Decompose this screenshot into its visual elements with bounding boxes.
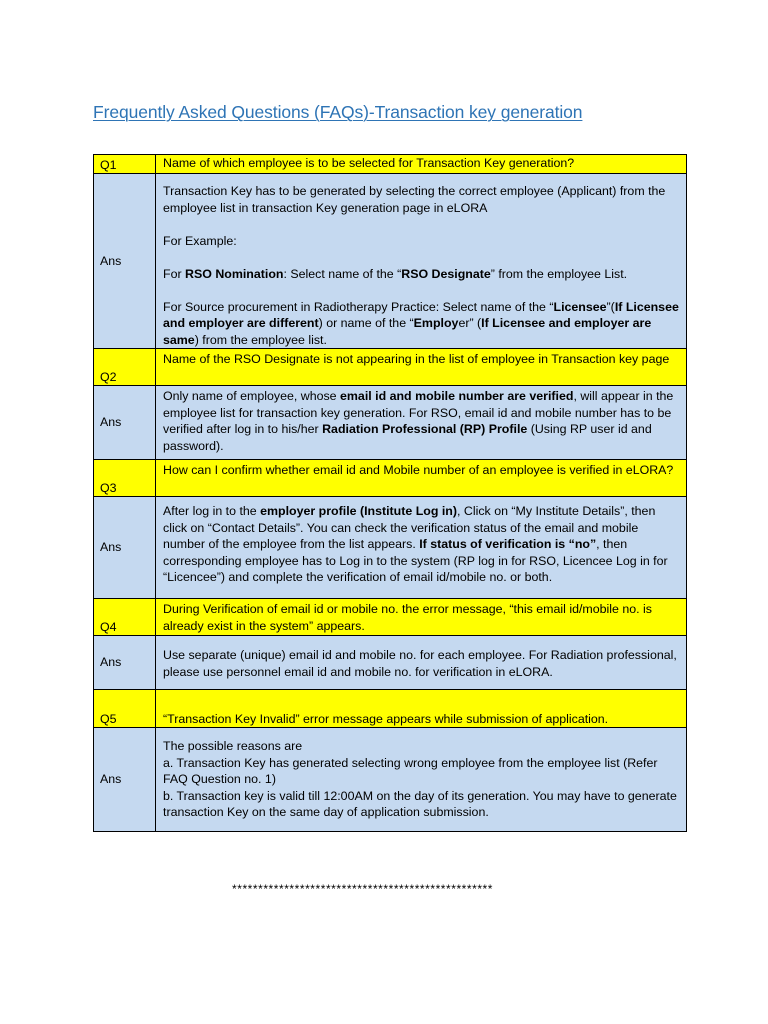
faq-question-row [94,690,687,728]
faq-table [93,154,687,832]
answer-text: Only name of employee, whose email id and mobile number are verified, will appear in the employee list for transaction key generation. For RSO, email id and mobile number has to be verified after log in to his/her Radiation Professional (RP) Profile (Using RP user id and password). [156,386,687,460]
answer-text: Use separate (unique) email id and mobile no. for each employee. For Radiation professional, please use personnel email id and mobile no. for verification in eLORA. [156,636,687,690]
faq-answer-row [94,728,687,832]
answer-paragraph: For Source procurement in Radiotherapy Practice: Select name of the “Licensee”(If Licensee and employer are different) or name of the “Employer” (If Licensee and employer are same) from the employee list. [163,299,679,347]
question-text: Name of the RSO Designate is not appearing in the list of employee in Transaction key page [156,349,687,386]
question-label: Q2 [94,349,156,386]
question-text: During Verification of email id or mobile no. the error message, “this email id/mobile no. is already exist in the system” appears. [156,599,687,636]
answer-paragraph: a. Transaction Key has generated selecting wrong employee from the employee list (Refer FAQ Question no. 1) [163,755,658,786]
answer-text [156,174,687,349]
question-label: Q1 [94,155,156,174]
answer-label: Ans [94,497,156,599]
answer-paragraph: For Example: [163,233,237,248]
faq-question-row [94,460,687,497]
faq-answer-row [94,497,687,599]
answer-label: Ans [94,636,156,690]
answer-text [156,728,687,832]
answer-label: Ans [94,174,156,349]
footer-separator: ************************************************** [232,882,493,896]
faq-answer-row [94,636,687,690]
answer-label: Ans [94,728,156,832]
faq-question-row [94,349,687,386]
faq-question-row [94,599,687,636]
faq-answer-row [94,386,687,460]
answer-paragraph: b. Transaction key is valid till 12:00AM on the day of its generation. You may have to generate transaction Key on the same day of application submission. [163,788,677,819]
faq-question-row [94,155,687,174]
question-text: “Transaction Key Invalid” error message appears while submission of application. [156,690,687,728]
page-title: Frequently Asked Questions (FAQs)-Transaction key generation [93,102,583,122]
answer-paragraph: Transaction Key has to be generated by selecting the correct employee (Applicant) from the employee list in transaction Key generation page in eLORA [163,184,666,215]
answer-text: After log in to the employer profile (Institute Log in), Click on “My Institute Details”, then click on “Contact Details”. You can check the verification status of the email and mobile number of the employee from the list appears. If status of verification is “no”, then corresponding employee has to Log in to the system (RP log in for RSO, Licencee Log in for “Licencee”) and complete the verification of email id/mobile no. or both. [156,497,687,599]
question-label: Q4 [94,599,156,636]
question-text: Name of which employee is to be selected for Transaction Key generation? [156,155,687,174]
question-label: Q5 [94,690,156,728]
question-text: How can I confirm whether email id and Mobile number of an employee is verified in eLORA? [156,460,687,497]
question-label: Q3 [94,460,156,497]
faq-answer-row [94,174,687,349]
answer-label: Ans [94,386,156,460]
answer-paragraph: The possible reasons are [163,739,303,753]
answer-paragraph: For RSO Nomination: Select name of the “RSO Designate” from the employee List. [163,266,628,281]
